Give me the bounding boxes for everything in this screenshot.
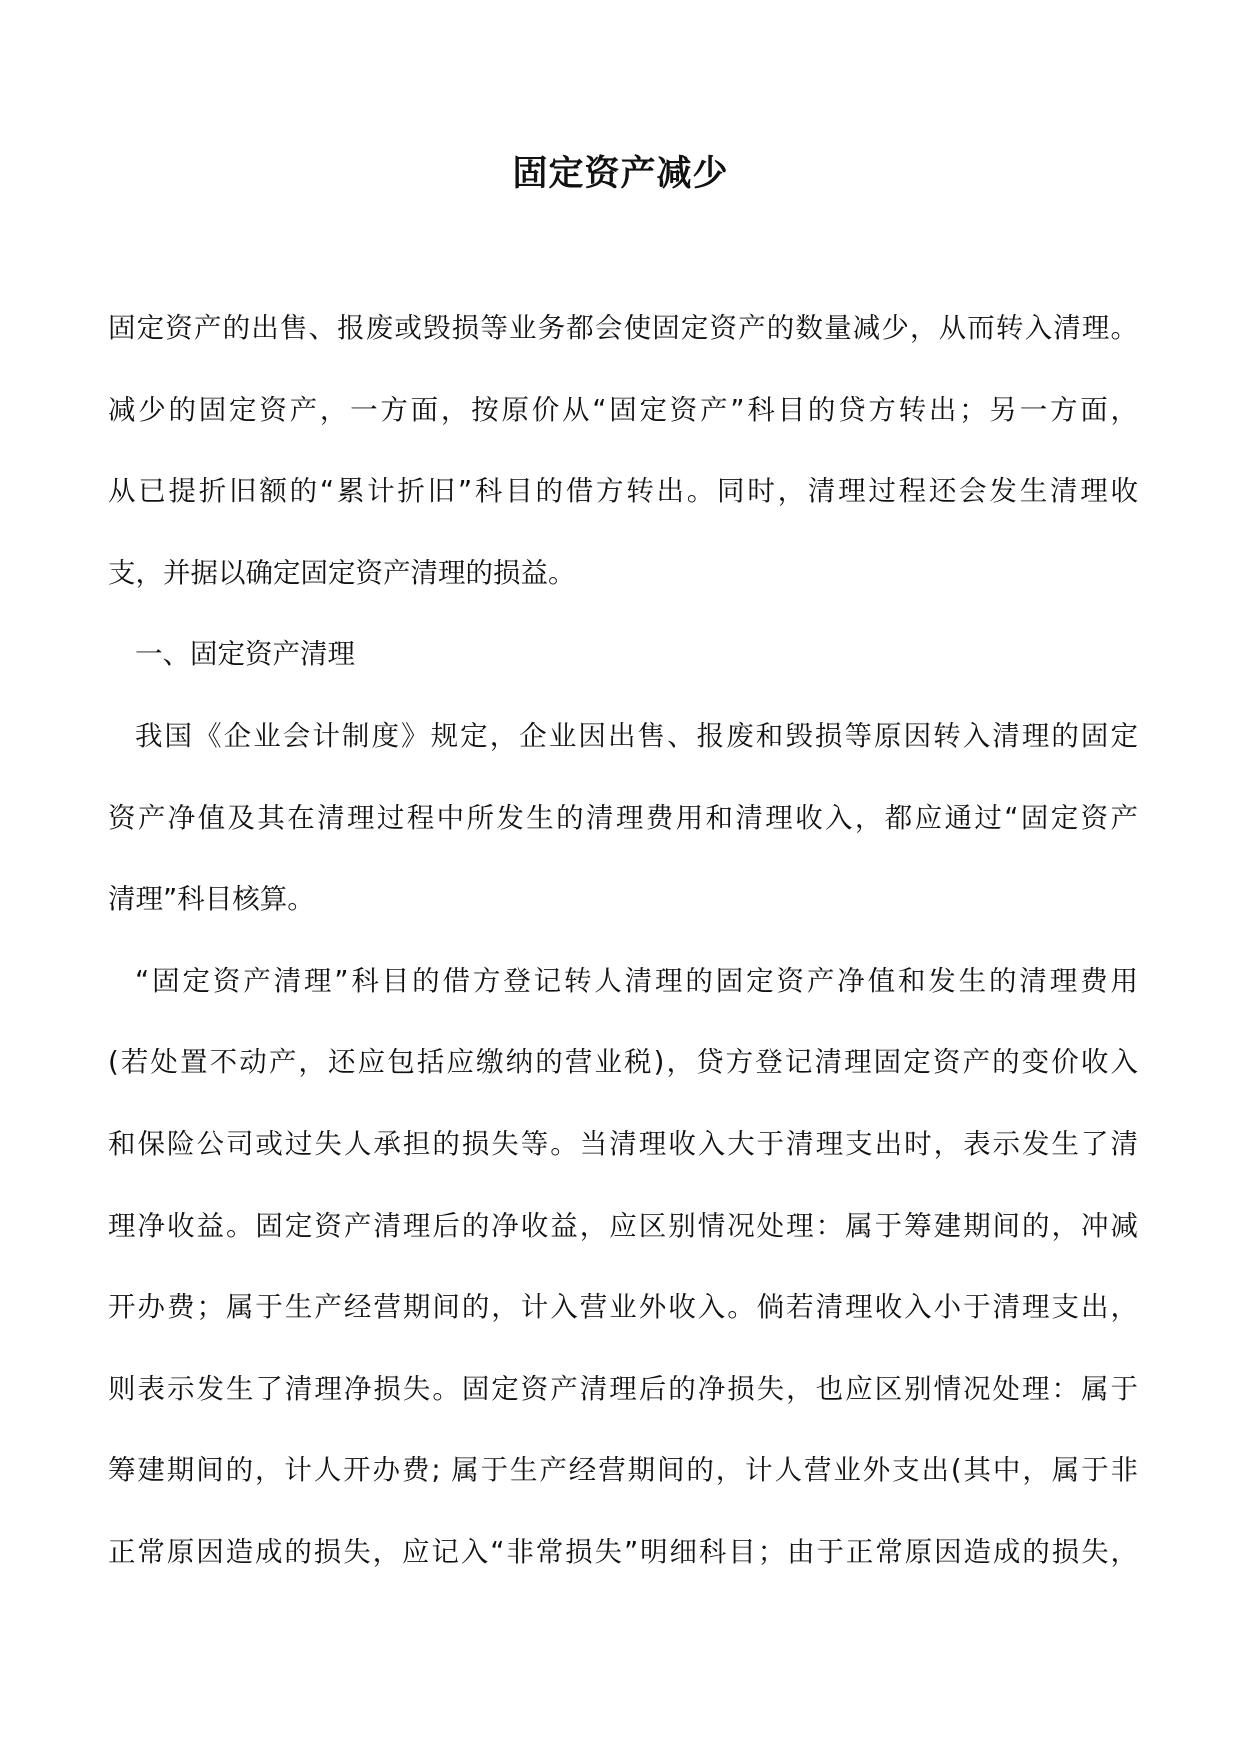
paragraph-line: (若处置不动产，还应包括应缴纳的营业税)，贷方登记清理固定资产的变价收入: [108, 1046, 1138, 1079]
paragraph-line: 固定资产的出售、报废或毁损等业务都会使固定资产的数量减少，从而转入清理。: [108, 312, 1138, 344]
paragraph-line: 从已提折旧额的“累计折旧”科目的借方转出。同时，清理过程还会发生清理收: [108, 475, 1138, 508]
paragraph-line: 和保险公司或过失人承担的损失等。当清理收入大于清理支出时，表示发生了清: [108, 1127, 1138, 1160]
paragraph-line: 开办费；属于生产经营期间的，计入营业外收入。倘若清理收入小于清理支出，: [108, 1291, 1138, 1324]
paragraph-line: 则表示发生了清理净损失。固定资产清理后的净损失，也应区别情况处理：属于: [108, 1372, 1138, 1405]
paragraph-line: 理净收益。固定资产清理后的净收益，应区别情况处理：属于筹建期间的，冲减: [108, 1209, 1138, 1242]
paragraph-line: 筹建期间的，计人开办费; 属于生产经营期间的，计人营业外支出(其中，属于非: [108, 1454, 1138, 1487]
section-heading: 一、固定资产清理: [135, 638, 355, 671]
paragraph-line: 减少的固定资产，一方面，按原价从“固定资产”科目的贷方转出；另一方面，: [108, 393, 1138, 426]
paragraph-line: 资产净值及其在清理过程中所发生的清理费用和清理收入，都应通过“固定资产: [108, 801, 1138, 834]
paragraph-line: 我国《企业会计制度》规定，企业因出售、报废和毁损等原因转入清理的固定: [135, 719, 1138, 752]
paragraph-line: 支，并据以确定固定资产清理的损益。: [108, 556, 576, 589]
document-title: 固定资产减少: [512, 154, 729, 194]
paragraph-line: “固定资产清理”科目的借方登记转人清理的固定资产净值和发生的清理费用: [135, 964, 1138, 997]
document-body: [108, 288, 1138, 1594]
paragraph-line: 正常原因造成的损失，应记入“非常损失”明细科目；由于正常原因造成的损失，: [108, 1535, 1138, 1568]
paragraph-line: 清理”科目核算。: [108, 883, 315, 916]
